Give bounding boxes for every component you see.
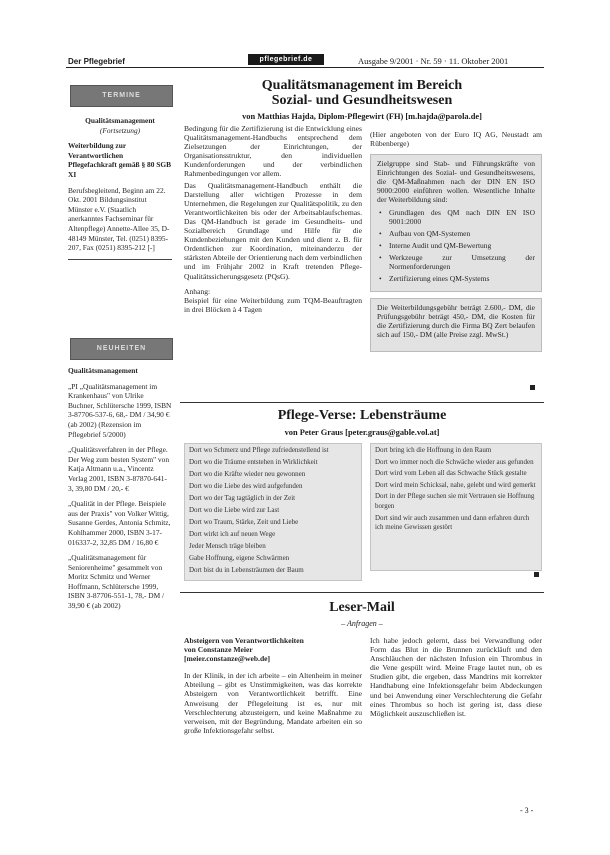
- section-rule: [180, 592, 544, 593]
- article-annex-label: Anhang:: [184, 286, 211, 296]
- training-list: [377, 208, 535, 283]
- sidebar-rule: [68, 259, 172, 260]
- termine-subtitle: (Fortsetzung): [99, 125, 141, 135]
- neuheit-item-1: „PI „Qualitätsmanagement im Krankenhaus" von Ulrike Buchner, Schlütersche 1999, ISBN 3-87706-537-6, 68,- DM / 34,90 € (ab 2002) (Rezension im Pflegebrief 5/2000): [68, 381, 172, 439]
- letter-right-column: [370, 636, 542, 720]
- letter-heading: Absteigern von Verantwortlichkeiten: [184, 636, 304, 645]
- poem-stanza: Dort bring ich die Hoffnung in den Raum: [375, 446, 492, 454]
- poem-line: Dort wo Schmerz und Pflege zufriedenstellend ist: [189, 446, 329, 454]
- fee-text: Die Weiterbildungsgebühr beträgt 2.600,- DM, die Prüfungsgebühr beträgt 450,- DM, die Kosten für die Zertifizierung durch die Firma BQ Zert belaufen sich auf 150,- DM (alle Preise zzgl. MwSt.): [377, 303, 535, 340]
- termine-box: [70, 85, 173, 107]
- poem-stanza: Dort wird mein Schicksal, nahe, gelebt und wird gemerkt: [375, 480, 536, 489]
- article-paragraph-1: Bedingung für die Zertifizierung ist die Entwicklung eines Qualitätsmanagement-Handbuchs entsprechend dem Zielsetzungen der Einrichtungen, der Organisationsstruktur, den individuellen Kundenforderungen und der verbindlichen Rahmenbedingungen vor allem.: [184, 124, 362, 179]
- poem-line: Dort wo der Tag tagtäglich in der Zeit: [189, 494, 296, 502]
- poem-stanza: Dort wird vom Leben all das Schwache Stück gestalte: [375, 469, 527, 478]
- poem-line: Dort wo Traum, Stärke, Zeit und Liebe: [189, 518, 299, 526]
- article-annex-text: Beispiel für eine Weiterbildung zum TQM-Beauftragten in drei Blöcken à 4 Tagen: [184, 295, 362, 314]
- article-left-column: [184, 124, 362, 316]
- training-item: • Zertifizierung eines QM-Systems: [387, 274, 535, 283]
- termine-heading: Weiterbildung zur Verantwortlichen Pflegefachkraft gemäß § 80 SGB XI: [68, 141, 172, 179]
- publication-logo: pflegebrief.de: [248, 54, 324, 65]
- poem-line: Dort wirkt ich auf neuen Wege: [189, 530, 276, 538]
- neuheit-item-2: „Qualitätsverfahren in der Pflege. Der Weg zum besten System" von Katja Altmann u.a., Vincentz Verlag 2001, ISBN 3-87870-641-3, 39,80 DM / 20,- €: [68, 445, 170, 493]
- header-rule: [66, 67, 544, 68]
- training-item: • Grundlagen des QM nach DIN EN ISO 9001:2000: [387, 208, 535, 226]
- poem-line: Dort wo die Liebe wird zur Last: [189, 506, 280, 514]
- poem-right-box: [370, 443, 542, 571]
- article-right-intro: (Hier angeboten von der Euro IQ AG, Neustadt am Rübenberge): [370, 130, 542, 149]
- neuheit-item-4: „Qualitätsmanagement für Seniorenheime" gesammelt von Moritz Schmitz und Werner Hoffmann, Schlütersche 1999, ISBN 3-87706-551-1, 78,- DM / 39,90 € (ab 2002): [68, 553, 165, 611]
- training-content-box: [370, 154, 542, 292]
- fee-box: [370, 298, 542, 352]
- termine-section: [68, 116, 172, 268]
- neuheiten-title: Qualitätsmanagement: [68, 366, 138, 375]
- training-item: • Werkzeuge zur Umsetzung der Normenforderungen: [387, 253, 535, 271]
- poem-stanza: Dort wo immer noch die Schwäche wieder aus gefunden: [375, 457, 534, 466]
- neuheiten-label: NEUHEITEN: [96, 345, 147, 352]
- letter-left-column: [184, 636, 362, 737]
- end-mark: [530, 385, 535, 390]
- section-rule: [180, 402, 544, 403]
- poem-line: Dort wo die Liebe des wird aufgefunden: [189, 482, 303, 490]
- article-paragraph-2: Das Qualitätsmanagement-Handbuch enthält die Darstellung aller wichtigen Prozesse in dem Unternehmen, die Regelungen zur Qualitätspolitik, zu den Verantwortlichkeiten bis oder der Arbeitsablaufschemas. Das QM-Handbuch ist gerade im Gesundheits- und Sozialbereich Grundlage und Hilfe für die Kundenbeziehungen mit den Kunden und dient z. B. für Ordentlichen zur Koordination, miteinanderzu der stärksten Abteile der Orientierung nach dem verbindlichen und im Frühjahr 2002 in Kraft tretenden Pflege-Qualitätssicherungsgesetz (PQsG).: [184, 180, 362, 281]
- poem-stanza: Dort sind wir auch zusammen und dann erfahren durch ich meine Gewissen gestört: [375, 513, 530, 532]
- poem-byline: von Peter Graus [peter.graus@gable.vol.at]: [284, 428, 440, 437]
- letter-email: [meier.constanze@web.de]: [184, 654, 271, 664]
- publication-name: Der Pflegebrief: [68, 57, 125, 66]
- article-byline: von Matthias Hajda, Diplom-Pflegewirt (FH) [m.hajda@parola.de]: [242, 112, 482, 121]
- end-mark: [534, 572, 539, 577]
- letters-subtitle: – Anfragen –: [341, 619, 383, 628]
- page-number: - 3 -: [520, 806, 534, 815]
- letters-title: Leser-Mail: [329, 600, 395, 615]
- termine-body: Berufsbegleitend, Beginn am 22. Okt. 2001 Bildungsinstitut Münster e.V. (Staatlich anerkanntes Fachseminar für Altenpflege) Annette-Allee 35, D-48149 Münster, Tel. (0251) 8395-207, Fax (0251) 8395-212 [-]: [68, 185, 170, 253]
- article-title-line-2: Sozial- und Gesundheitswesen: [271, 93, 453, 108]
- issue-info: Ausgabe 9/2001 · Nr. 59 · 11. Oktober 2001: [358, 56, 509, 66]
- neuheit-item-3: „Qualität in der Pflege. Beispiele aus der Praxis" von Volker Wittig, Susanne Gerdes, Antonia Schmitz, Kohlhammer 2000, ISBN 3-17-016337-2, 32,85 DM / 16,80 €: [68, 499, 171, 547]
- termine-title: Qualitätsmanagement: [85, 116, 155, 125]
- poem-line: Dort wo die Träume entstehen in Wirklichkeit: [189, 458, 318, 466]
- poem-line: Gabe Hoffnung, eigene Schwärmen: [189, 554, 290, 562]
- poem-line: Dort wo die Kräfte wieder neu gewonnen: [189, 470, 306, 478]
- poem-title: Pflege-Verse: Lebensträume: [277, 408, 447, 423]
- article-title-line-1: Qualitätsmanagement im Bereich: [261, 78, 463, 93]
- training-item: • Aufbau von QM-Systemen: [387, 229, 535, 238]
- poem-stanza: Dort in der Pflege suchen sie mit Vertrauen sie Hoffnung borgen: [375, 492, 535, 510]
- training-intro: Zielgruppe sind Stab- und Führungskräfte von Einrichtungen des Sozial- und Gesundheitswesens, die QM-Maßnahmen nach der DIN EN ISO 9000:2000 einführen wollen. Wesentliche Inhalte der Weiterbildung sind:: [377, 159, 535, 205]
- poem-line: Jeder Mensch träge bleiben: [189, 542, 266, 550]
- article-right-column: [370, 130, 542, 352]
- letter-author: von Constanze Meier: [184, 645, 253, 655]
- neuheiten-box: [70, 338, 173, 360]
- letter-text-right: Ich habe jedoch gelernt, dass bei Verwandlung oder Form das Blut in die Brunnen zurückläuft und den Anschläuchen der nächsten Infusion ein Thrombus in die Vene gespült wird. Meine Frage lautet nun, ob es Studien gibt, die ergeben, dass Mandrins mit korrekter Handhabung eine Infektionsgefahr beim Abdeckungen und bei Anwendung einer Verschlechterung die Gefahr eines Thrombus so hoch ist gering ist, dass diese Möglichkeit auszuschließen ist.: [370, 636, 542, 718]
- article-title: [180, 78, 544, 108]
- termine-label: TERMINE: [102, 92, 141, 99]
- training-item: • Interne Audit und QM-Bewertung: [387, 241, 535, 250]
- poem-line: Dort bist du in Lebensträumen der Baum: [189, 566, 304, 574]
- poem-left-box: [184, 443, 362, 581]
- letter-text-left: In der Klinik, in der ich arbeite – ein Altenheim in meiner Abteilung – gibt es Unstimmigkeiten, was das korrekte Absteigern von Verantwortlichkeit betrifft. Eine Anweisung der Pflegeleitung ist es, nur mit Verschlechterung abzusteigern, und keine Maßnahme zu verweisen, mit der Begründung, Mandate arbeiten ein so große Infektionsgefahr selbst.: [184, 671, 362, 735]
- neuheiten-section: [68, 366, 172, 617]
